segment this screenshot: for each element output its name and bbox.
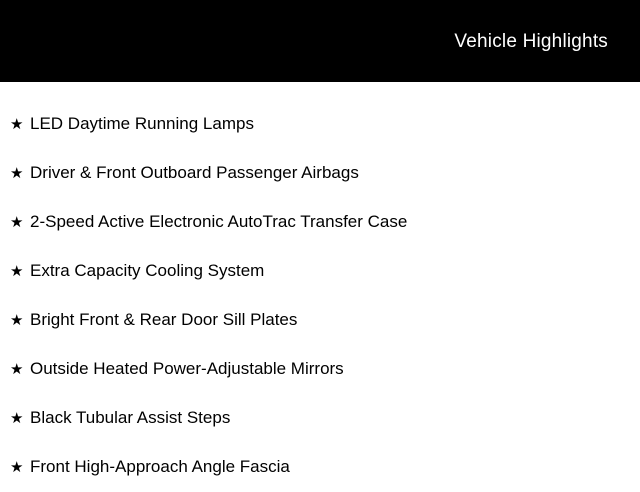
feature-label: Extra Capacity Cooling System — [30, 261, 265, 281]
list-item — [0, 198, 640, 247]
star-bullet-icon: ★ — [10, 361, 24, 378]
feature-label: Driver & Front Outboard Passenger Airbags — [30, 163, 359, 183]
feature-label: LED Daytime Running Lamps — [30, 114, 254, 134]
star-bullet-icon: ★ — [10, 312, 24, 329]
page-title: Vehicle Highlights — [454, 30, 608, 52]
header-bar — [0, 0, 640, 82]
list-item — [0, 443, 640, 492]
star-bullet-icon: ★ — [10, 410, 24, 427]
feature-list — [0, 82, 640, 492]
star-bullet-icon: ★ — [10, 459, 24, 476]
feature-label: Outside Heated Power-Adjustable Mirrors — [30, 359, 344, 379]
list-item — [0, 149, 640, 198]
list-item — [0, 247, 640, 296]
list-item — [0, 345, 640, 394]
feature-label: Black Tubular Assist Steps — [30, 408, 231, 428]
feature-label: Bright Front & Rear Door Sill Plates — [30, 310, 298, 330]
star-bullet-icon: ★ — [10, 263, 24, 280]
list-item — [0, 394, 640, 443]
star-bullet-icon: ★ — [10, 214, 24, 231]
feature-label: 2-Speed Active Electronic AutoTrac Transfer Case — [30, 212, 408, 232]
list-item — [0, 100, 640, 149]
star-bullet-icon: ★ — [10, 116, 24, 133]
star-bullet-icon: ★ — [10, 165, 24, 182]
feature-label: Front High-Approach Angle Fascia — [30, 457, 290, 477]
list-item — [0, 296, 640, 345]
